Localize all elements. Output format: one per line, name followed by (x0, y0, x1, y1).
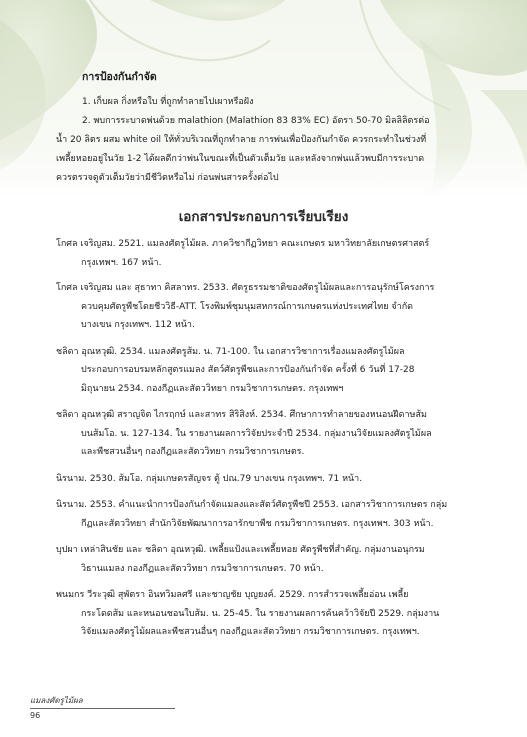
reference-entry (56, 586, 501, 642)
control-item-2 (56, 112, 501, 188)
reference-line: ชลิดา อุณหวุฒิ สราญจิต ไกรฤกษ์ และสาทร สิริสิงห์. 2534. ศึกษาการทำลายของหนอนฝีดาษส้ม (56, 410, 427, 420)
reference-entry (56, 470, 501, 489)
reference-line: บางเขน กรุงเทพฯ. 112 หน้า. (81, 320, 195, 330)
footer-book-title: แมลงศัตรูไม้ผล (30, 696, 83, 705)
reference-line: โกศล เจริญสม. 2521. แมลงศัตรูไม้ผล. ภาควิชากีฏวิทยา คณะเกษตร มหาวิทยาลัยเกษตรศาสตร์ (56, 239, 430, 249)
control-item-2-line: น้ำ 20 ลิตร ผสม white oil ให้ทั่วบริเวณที่ถูกทำลาย การพ่นเพื่อป้องกันกำจัด ควรกระทำในช่วงที่ (56, 135, 427, 145)
page-number: 96 (30, 711, 41, 720)
reference-line: บนส้มโอ. น. 127-134. ใน รายงานผลการวิจัยประจำปี 2534. กลุ่มงานวิจัยแมลงศัตรูไม้ผล (81, 428, 432, 439)
references-title: เอกสารประกอบการเรียบเรียง (178, 209, 349, 225)
reference-entry (56, 541, 501, 578)
reference-line: วิธานแมลง กองกีฏและสัตววิทยา กรมวิชาการเกษตร. 70 หน้า. (81, 563, 324, 574)
reference-line: ประกอบการอบรมหลักสูตรแมลง สัตว์ศัตรูพืชและการป้องกันกำจัด ครั้งที่ 6 วันที่ 17-28 (81, 365, 415, 375)
footer-divider (30, 708, 175, 709)
reference-line: พนมกร วีระวุฒิ สุพัตรา อินทวิมลศรี และชาญชัย บุญยงค์. 2529. การสำรวจเพลี้ยอ่อน เพลี้ย (56, 590, 409, 600)
reference-line: และพืชสวนอื่นๆ กองกีฏและสัตววิทยา กรมวิชาการเกษตร. (81, 447, 305, 457)
reference-entry (56, 235, 501, 272)
reference-line: วิจัยแมลงศัตรูไม้ผลและพืชสวนอื่นๆ กองกีฏและสัตววิทยา กรมวิชาการเกษตร. กรุงเทพฯ. (81, 627, 420, 637)
reference-line: กีฏและสัตววิทยา สำนักวิจัยพัฒนาการอารักขาพืช กรมวิชาการเกษตร. กรุงเทพฯ. 303 หน้า. (81, 518, 434, 529)
reference-line: นิรนาม. 2553. คำแนะนำการป้องกันกำจัดแมลงและสัตว์ศัตรูพืชปี 2553. เอกสารวิชาการเกษตร กลุ่ม (56, 500, 448, 510)
reference-line: ควบคุมศัตรูพืชโดยชีววิธี-ATT. โรงพิมพ์ชุมนุมสหกรณ์การเกษตรแห่งประเทศไทย จำกัด (81, 301, 413, 312)
references-list (56, 235, 501, 650)
reference-line: ชลิดา อุณหวุฒิ. 2534. แมลงศัตรูส้ม. น. 71-100. ใน เอกสารวิชาการเรื่องแมลงศัตรูไม้ผล (56, 346, 405, 357)
reference-line: นิรนาม. 2530. ส้มโอ. กลุ่มเกษตรสัญจร ตู้ ปณ.79 บางเขน กรุงเทพฯ. 71 หน้า. (56, 473, 363, 484)
reference-line: มิถุนายน 2534. กองกีฏและสัตววิทยา กรมวิชาการเกษตร. กรุงเทพฯ (81, 383, 344, 394)
control-item-2-line: เพลี้ยหอยอยู่ในวัย 1-2 ได้ผลดีกว่าพ่นในขณะที่เป็นตัวเต็มวัย และหลังจากพ่นแล้วพบมีการระบาด (56, 154, 425, 164)
reference-entry (56, 279, 501, 335)
control-item-2-line: ควรตรวจดูตัวเต็มวัยว่ามีชีวิตหรือไม่ ก่อนพ่นสารครั้งต่อไป (56, 173, 279, 183)
reference-line: โกศล เจริญสม และ สุธาทา คิสลาทร. 2533. ศัตรูธรรมชาติของศัตรูไม้ผลและการอนุรักษ์โครงการ (56, 283, 435, 293)
reference-entry (56, 343, 501, 399)
control-heading: การป้องกันกำจัด (82, 71, 157, 83)
reference-line: บุปผา เหล่าสินชัย และ ชลิดา อุณหวุฒิ. เพลี้ยแป้งและเพลี้ยหอย ศัตรูพืชที่สำคัญ. กลุ่มงานอนุกรม (56, 545, 425, 555)
reference-entry (56, 496, 501, 533)
reference-entry (56, 406, 501, 462)
control-item-1: 1. เก็บผล กิ่งหรือใบ ที่ถูกทำลายไปเผาหรือฝัง (82, 97, 254, 107)
reference-line: กรุงเทพฯ. 167 หน้า. (81, 257, 162, 268)
reference-line: กระโดดส้ม และหนอนชอนใบส้ม. น. 25-45. ใน รายงานผลการค้นคว้าวิจัยปี 2529. กลุ่มงาน (81, 608, 440, 619)
control-item-2-line: 2. พบการระบาดพ่นด้วย malathion (Malathion 83 83% EC) อัตรา 50-70 มิลลิลิตรต่อ (82, 116, 430, 126)
